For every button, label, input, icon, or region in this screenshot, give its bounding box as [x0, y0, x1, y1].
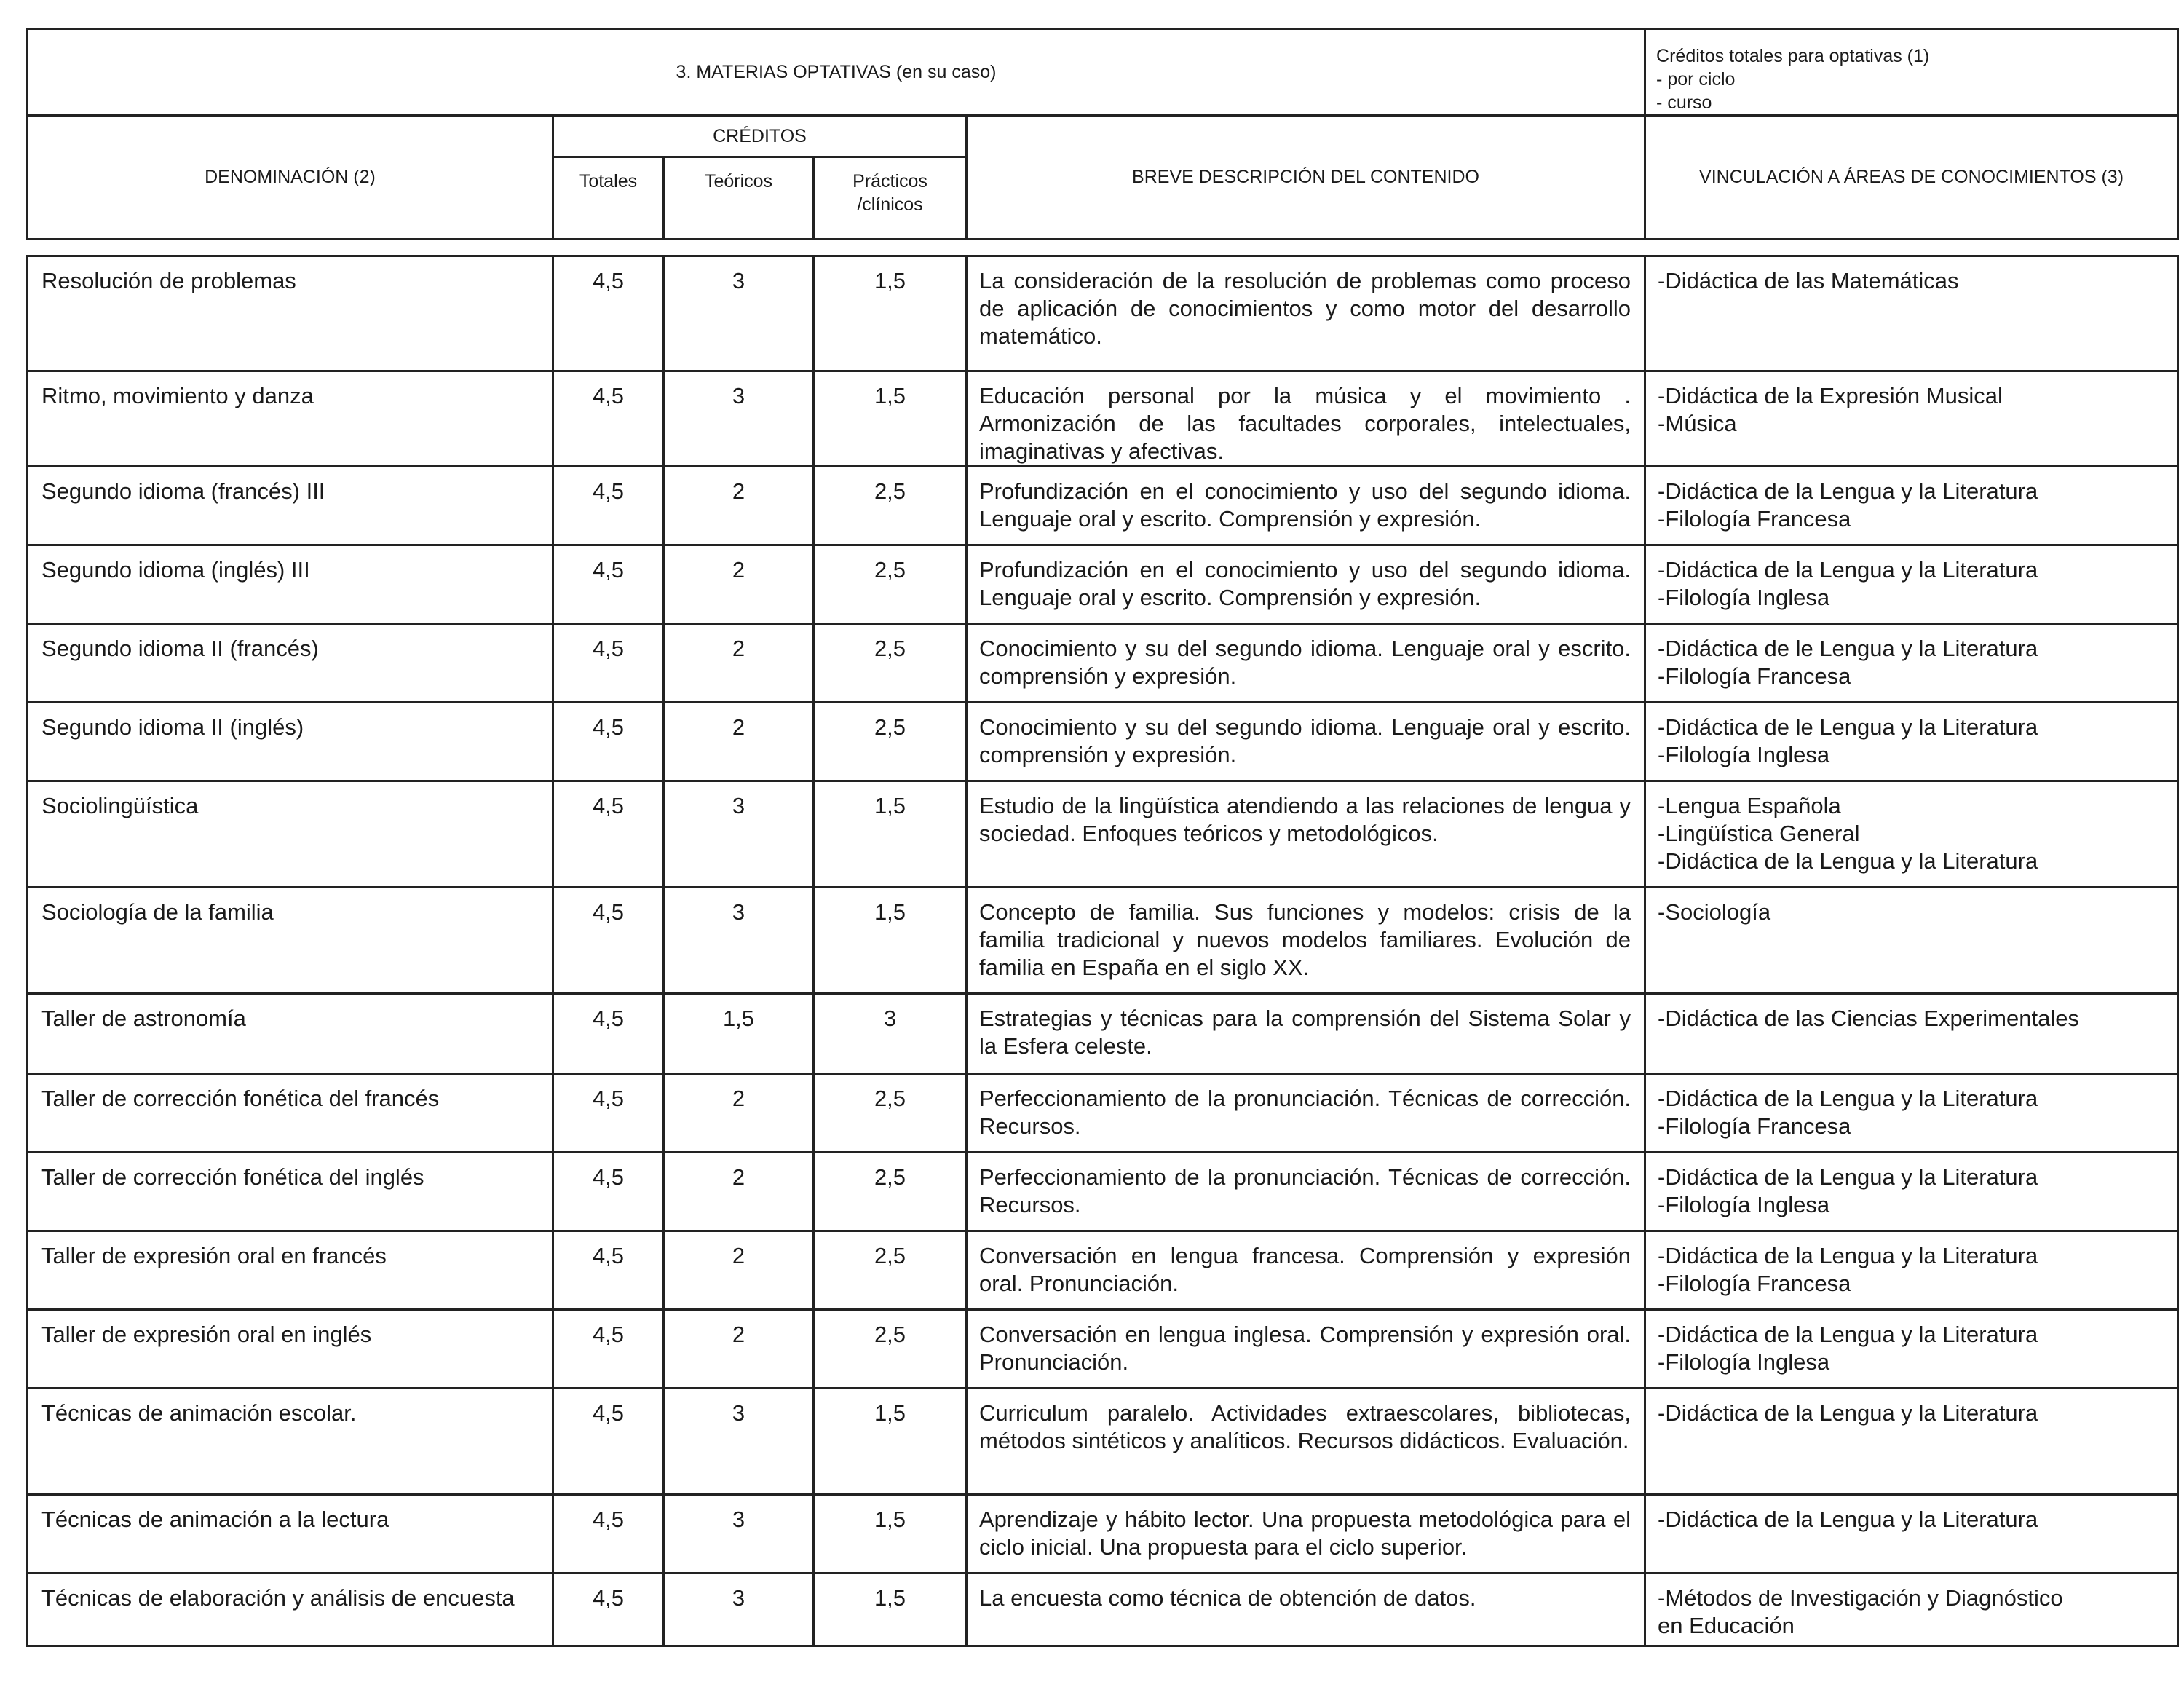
knowledge-area-item: -Didáctica de la Lengua y la Literatura	[1658, 1400, 2038, 1426]
subject-description: Estudio de la lingüística atendiendo a las relaciones de lengua y sociedad. Enfoques teóricos y metodológicos.	[967, 781, 1645, 888]
knowledge-area-item: -Didáctica de la Lengua y la Literatura	[1658, 848, 2038, 874]
subject-name: Segundo idioma (francés) III	[28, 467, 553, 545]
subject-name: Taller de expresión oral en francés	[28, 1231, 553, 1310]
credits-teoricos: 3	[664, 1389, 814, 1495]
knowledge-areas	[1645, 703, 2178, 781]
credits-teoricos: 2	[664, 545, 814, 624]
knowledge-areas	[1645, 467, 2178, 545]
subject-description: Conversación en lengua inglesa. Comprensión y expresión oral. Pronunciación.	[967, 1310, 1645, 1389]
table-row	[28, 781, 2178, 888]
table-row	[28, 888, 2178, 994]
credits-totales: 4,5	[553, 703, 664, 781]
table-row	[28, 1153, 2178, 1231]
knowledge-areas	[1645, 1389, 2178, 1495]
subject-description: Conocimiento y su del segundo idioma. Lenguaje oral y escrito. comprensión y expresión.	[967, 624, 1645, 703]
credits-practicos: 1,5	[814, 1495, 967, 1574]
subject-name: Técnicas de animación escolar.	[28, 1389, 553, 1495]
practicos-header-line1: Prácticos	[852, 171, 927, 192]
knowledge-area-item: -Didáctica de las Matemáticas	[1658, 268, 1959, 293]
subject-description: Conversación en lengua francesa. Comprensión y expresión oral. Pronunciación.	[967, 1231, 1645, 1310]
knowledge-area-item: -Filología Inglesa	[1658, 1192, 1830, 1217]
credits-totales: 4,5	[553, 1389, 664, 1495]
credits-practicos: 2,5	[814, 1231, 967, 1310]
knowledge-area-item: -Didáctica de la Lengua y la Literatura	[1658, 1507, 2038, 1532]
subject-name: Segundo idioma II (francés)	[28, 624, 553, 703]
credits-totales: 4,5	[553, 1153, 664, 1231]
denominacion-header: DENOMINACIÓN (2)	[28, 116, 553, 240]
credits-totales: 4,5	[553, 624, 664, 703]
credits-practicos: 2,5	[814, 545, 967, 624]
subject-description: Estrategias y técnicas para la comprensión del Sistema Solar y la Esfera celeste.	[967, 994, 1645, 1074]
totales-header: Totales	[553, 157, 664, 240]
subject-description: La encuesta como técnica de obtención de datos.	[967, 1574, 1645, 1646]
credits-practicos: 2,5	[814, 703, 967, 781]
knowledge-areas	[1645, 1574, 2178, 1646]
knowledge-area-item: -Didáctica de le Lengua y la Literatura	[1658, 714, 2038, 740]
knowledge-area-item: -Música	[1658, 411, 1737, 436]
table-row	[28, 1574, 2178, 1646]
optativas-page	[26, 28, 2177, 1647]
table-row	[28, 1231, 2178, 1310]
credits-teoricos: 2	[664, 1153, 814, 1231]
subject-name: Técnicas de animación a la lectura	[28, 1495, 553, 1574]
teoricos-header: Teóricos	[664, 157, 814, 240]
subject-description: Concepto de familia. Sus funciones y modelos: crisis de la familia tradicional y nuevos modelos familiares. Evolución de familia en España en el siglo XX.	[967, 888, 1645, 994]
credits-practicos: 1,5	[814, 1389, 967, 1495]
subject-name: Segundo idioma II (inglés)	[28, 703, 553, 781]
creditos-header: CRÉDITOS	[553, 116, 967, 157]
table-row	[28, 1310, 2178, 1389]
knowledge-areas	[1645, 781, 2178, 888]
credits-teoricos: 3	[664, 256, 814, 371]
table-row	[28, 256, 2178, 371]
knowledge-area-item: -Filología Francesa	[1658, 506, 1851, 532]
subject-name: Taller de expresión oral en inglés	[28, 1310, 553, 1389]
knowledge-area-item: -Didáctica de las Ciencias Experimentales	[1658, 1006, 2079, 1031]
knowledge-area-item: -Didáctica de la Lengua y la Literatura	[1658, 557, 2038, 583]
knowledge-area-item: -Lingüística General	[1658, 821, 1860, 846]
credits-totales: 4,5	[553, 545, 664, 624]
credits-practicos: 1,5	[814, 888, 967, 994]
knowledge-areas	[1645, 888, 2178, 994]
subject-name: Segundo idioma (inglés) III	[28, 545, 553, 624]
credits-teoricos: 2	[664, 624, 814, 703]
subject-description: Perfeccionamiento de la pronunciación. Técnicas de corrección. Recursos.	[967, 1153, 1645, 1231]
subject-description: Profundización en el conocimiento y uso del segundo idioma. Lenguaje oral y escrito. Comprensión y expresión.	[967, 467, 1645, 545]
subject-description: La consideración de la resolución de problemas como proceso de aplicación de conocimientos y como motor del desarrollo matemático.	[967, 256, 1645, 371]
credits-totales: 4,5	[553, 1574, 664, 1646]
credits-line-ciclo: - por ciclo	[1656, 69, 1736, 90]
credits-teoricos: 2	[664, 1310, 814, 1389]
knowledge-areas	[1645, 1074, 2178, 1153]
knowledge-area-item: -Sociología	[1658, 899, 1771, 925]
credits-teoricos: 3	[664, 888, 814, 994]
subject-description: Curriculum paralelo. Actividades extraescolares, bibliotecas, métodos sintéticos y analíticos. Recursos didácticos. Evaluación.	[967, 1389, 1645, 1495]
credits-totales: 4,5	[553, 1231, 664, 1310]
knowledge-areas	[1645, 256, 2178, 371]
knowledge-area-item: -Didáctica de la Lengua y la Literatura	[1658, 478, 2038, 504]
subject-description: Aprendizaje y hábito lector. Una propuesta metodológica para el ciclo inicial. Una propuesta para el ciclo superior.	[967, 1495, 1645, 1574]
subject-description: Educación personal por la música y el movimiento . Armonización de las facultades corporales, intelectuales, imaginativas y afectivas.	[967, 371, 1645, 467]
knowledge-area-item: -Filología Inglesa	[1658, 1349, 1830, 1375]
knowledge-areas	[1645, 545, 2178, 624]
knowledge-area-item: -Filología Francesa	[1658, 1113, 1851, 1139]
subject-name: Taller de astronomía	[28, 994, 553, 1074]
knowledge-areas	[1645, 994, 2178, 1074]
credits-total-cell	[1645, 29, 2178, 116]
table-row	[28, 545, 2178, 624]
credits-totales: 4,5	[553, 467, 664, 545]
knowledge-area-item: -Didáctica de la Lengua y la Literatura	[1658, 1243, 2038, 1268]
subject-description: Perfeccionamiento de la pronunciación. Técnicas de corrección. Recursos.	[967, 1074, 1645, 1153]
knowledge-area-item: -Filología Inglesa	[1658, 742, 1830, 767]
knowledge-area-item: -Didáctica de la Lengua y la Literatura	[1658, 1086, 2038, 1111]
credits-totales: 4,5	[553, 781, 664, 888]
knowledge-areas	[1645, 624, 2178, 703]
knowledge-area-item: -Filología Francesa	[1658, 663, 1851, 689]
credits-totales: 4,5	[553, 1074, 664, 1153]
knowledge-area-item: -Filología Francesa	[1658, 1271, 1851, 1296]
credits-practicos: 3	[814, 994, 967, 1074]
credits-practicos: 2,5	[814, 624, 967, 703]
subject-name: Taller de corrección fonética del francés	[28, 1074, 553, 1153]
subject-name: Sociolingüística	[28, 781, 553, 888]
practicos-header-line2: /clínicos	[857, 194, 923, 215]
table-row	[28, 1074, 2178, 1153]
credits-teoricos: 2	[664, 467, 814, 545]
credits-practicos: 2,5	[814, 1153, 967, 1231]
knowledge-area-item: -Filología Inglesa	[1658, 585, 1830, 610]
subject-name: Taller de corrección fonética del inglés	[28, 1153, 553, 1231]
subject-name: Resolución de problemas	[28, 256, 553, 371]
credits-teoricos: 3	[664, 781, 814, 888]
credits-teoricos: 3	[664, 1495, 814, 1574]
credits-totales: 4,5	[553, 888, 664, 994]
knowledge-areas	[1645, 1153, 2178, 1231]
knowledge-area-item: -Didáctica de la Lengua y la Literatura	[1658, 1322, 2038, 1347]
credits-teoricos: 2	[664, 1074, 814, 1153]
knowledge-area-item: -Lengua Española	[1658, 793, 1841, 818]
title-row	[28, 29, 2178, 116]
subject-description: Profundización en el conocimiento y uso del segundo idioma. Lenguaje oral y escrito. Comprensión y expresión.	[967, 545, 1645, 624]
knowledge-area-item: -Métodos de Investigación y Diagnóstico	[1658, 1585, 2063, 1611]
credits-teoricos: 2	[664, 1231, 814, 1310]
credits-teoricos: 1,5	[664, 994, 814, 1074]
subject-name: Técnicas de elaboración y análisis de encuesta	[28, 1574, 553, 1646]
credits-practicos: 1,5	[814, 371, 967, 467]
knowledge-areas	[1645, 1495, 2178, 1574]
knowledge-areas	[1645, 1231, 2178, 1310]
credits-line-curso: - curso	[1656, 92, 1712, 113]
knowledge-areas	[1645, 371, 2178, 467]
credits-teoricos: 3	[664, 371, 814, 467]
subject-description: Conocimiento y su del segundo idioma. Lenguaje oral y escrito. comprensión y expresión.	[967, 703, 1645, 781]
knowledge-area-item: -Didáctica de le Lengua y la Literatura	[1658, 636, 2038, 661]
credits-totales: 4,5	[553, 256, 664, 371]
table-row	[28, 994, 2178, 1074]
table-row	[28, 624, 2178, 703]
table-row	[28, 1495, 2178, 1574]
credits-practicos: 2,5	[814, 1310, 967, 1389]
credits-totales: 4,5	[553, 1310, 664, 1389]
credits-totales: 4,5	[553, 994, 664, 1074]
subject-name: Sociología de la familia	[28, 888, 553, 994]
vinculacion-header: VINCULACIÓN A ÁREAS DE CONOCIMIENTOS (3)	[1645, 116, 2178, 240]
credits-practicos: 1,5	[814, 1574, 967, 1646]
credits-total-title: Créditos totales para optativas (1)	[1656, 46, 1930, 66]
header-spacer	[28, 240, 2178, 256]
credits-teoricos: 2	[664, 703, 814, 781]
table-row	[28, 371, 2178, 467]
column-header-row	[28, 116, 2178, 157]
table-row	[28, 703, 2178, 781]
credits-practicos: 2,5	[814, 467, 967, 545]
credits-practicos: 1,5	[814, 256, 967, 371]
table-row	[28, 467, 2178, 545]
credits-totales: 4,5	[553, 371, 664, 467]
practicos-header	[814, 157, 967, 240]
knowledge-area-item: en Educación	[1658, 1613, 1795, 1638]
knowledge-areas	[1645, 1310, 2178, 1389]
credits-practicos: 2,5	[814, 1074, 967, 1153]
knowledge-area-item: -Didáctica de la Expresión Musical	[1658, 383, 2003, 408]
descripcion-header: BREVE DESCRIPCIÓN DEL CONTENIDO	[967, 116, 1645, 240]
credits-practicos: 1,5	[814, 781, 967, 888]
table-row	[28, 1389, 2178, 1495]
credits-totales: 4,5	[553, 1495, 664, 1574]
knowledge-area-item: -Didáctica de la Lengua y la Literatura	[1658, 1164, 2038, 1190]
section-title: 3. MATERIAS OPTATIVAS (en su caso)	[28, 29, 1645, 116]
credits-teoricos: 3	[664, 1574, 814, 1646]
optativas-table	[26, 28, 2179, 1647]
subject-name: Ritmo, movimiento y danza	[28, 371, 553, 467]
